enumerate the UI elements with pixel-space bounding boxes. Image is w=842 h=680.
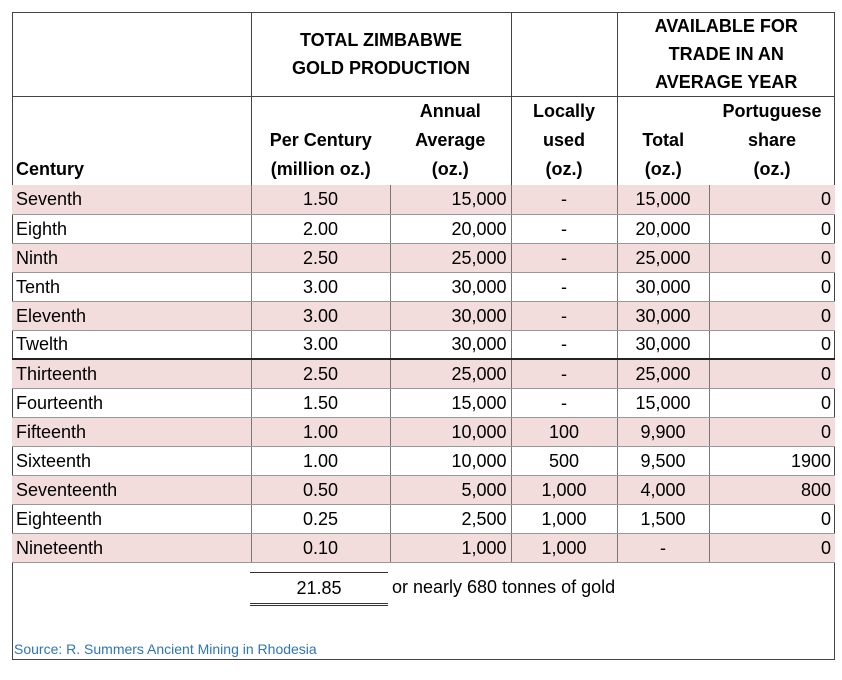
cell-century: Ninth	[12, 243, 251, 272]
cell-per-century: 2.00	[251, 214, 390, 243]
cell-annual-average: 2,500	[390, 504, 511, 533]
cell-locally-used: -	[511, 272, 617, 301]
column-header-per-century	[251, 97, 390, 186]
group-header-production: TOTAL ZIMBABWE GOLD PRODUCTION	[251, 12, 511, 97]
cell-per-century: 3.00	[251, 330, 390, 359]
cell-annual-average: 1,000	[390, 533, 511, 562]
header-line: Average	[415, 130, 486, 150]
cell-portuguese-share: 0	[709, 301, 835, 330]
cell-locally-used: -	[511, 243, 617, 272]
cell-portuguese-share: 0	[709, 272, 835, 301]
cell-total: 25,000	[617, 359, 709, 388]
cell-annual-average: 30,000	[390, 330, 511, 359]
cell-century: Fifteenth	[12, 417, 251, 446]
cell-per-century: 1.00	[251, 446, 390, 475]
table-row	[12, 475, 835, 504]
cell-century: Nineteenth	[12, 533, 251, 562]
cell-portuguese-share: 0	[709, 330, 835, 359]
cell-total: 30,000	[617, 272, 709, 301]
header-empty-cell	[12, 12, 251, 97]
cell-century: Eighth	[12, 214, 251, 243]
cell-locally-used: -	[511, 330, 617, 359]
cell-portuguese-share: 0	[709, 417, 835, 446]
header-line: (million oz.)	[270, 159, 371, 179]
cell-portuguese-share: 0	[709, 533, 835, 562]
group-header-row	[12, 12, 835, 97]
header-line: Locally	[532, 101, 596, 121]
header-line: (oz.)	[545, 159, 583, 179]
cell-annual-average: 10,000	[390, 417, 511, 446]
cell-locally-used: 1,000	[511, 504, 617, 533]
column-header-portuguese	[709, 97, 835, 186]
cell-annual-average: 30,000	[390, 272, 511, 301]
cell-locally-used: -	[511, 301, 617, 330]
header-line: Per Century	[269, 130, 372, 150]
table-row	[12, 301, 835, 330]
table-row	[12, 214, 835, 243]
cell-per-century: 0.50	[251, 475, 390, 504]
cell-total: 15,000	[617, 388, 709, 417]
header-line: (oz.)	[753, 159, 791, 179]
cell-locally-used: -	[511, 214, 617, 243]
header-line: Total	[642, 130, 685, 150]
cell-per-century: 3.00	[251, 272, 390, 301]
cell-annual-average: 25,000	[390, 243, 511, 272]
cell-century: Sixteenth	[12, 446, 251, 475]
cell-per-century: 0.10	[251, 533, 390, 562]
cell-century: Seventh	[12, 185, 251, 214]
cell-century: Fourteenth	[12, 388, 251, 417]
source-note: Source: R. Summers Ancient Mining in Rhodesia	[14, 641, 317, 657]
cell-total: 4,000	[617, 475, 709, 504]
total-note: or nearly 680 tonnes of gold	[392, 577, 616, 597]
column-header-row	[12, 97, 835, 186]
cell-portuguese-share: 0	[709, 214, 835, 243]
cell-per-century: 1.50	[251, 185, 390, 214]
header-line: used	[542, 130, 585, 150]
cell-total: 30,000	[617, 330, 709, 359]
cell-total: 30,000	[617, 301, 709, 330]
cell-per-century: 0.25	[251, 504, 390, 533]
column-header-locally-used	[511, 97, 617, 186]
cell-per-century: 1.50	[251, 388, 390, 417]
cell-century: Eleventh	[12, 301, 251, 330]
cell-portuguese-share: 0	[709, 504, 835, 533]
table-row	[12, 504, 835, 533]
table-row	[12, 417, 835, 446]
header-line: (oz.)	[644, 159, 682, 179]
cell-total: 25,000	[617, 243, 709, 272]
table-row	[12, 533, 835, 562]
cell-per-century: 2.50	[251, 359, 390, 388]
cell-locally-used: 1,000	[511, 533, 617, 562]
table-row	[12, 330, 835, 359]
cell-total: 15,000	[617, 185, 709, 214]
cell-per-century: 3.00	[251, 301, 390, 330]
header-line: share	[747, 130, 797, 150]
table-row	[12, 359, 835, 388]
column-header-annual	[390, 97, 511, 186]
cell-locally-used: -	[511, 359, 617, 388]
cell-locally-used: 500	[511, 446, 617, 475]
cell-annual-average: 30,000	[390, 301, 511, 330]
table-row	[12, 243, 835, 272]
cell-annual-average: 20,000	[390, 214, 511, 243]
header-empty-cell	[511, 12, 617, 97]
cell-total: 9,500	[617, 446, 709, 475]
cell-per-century: 2.50	[251, 243, 390, 272]
cell-annual-average: 5,000	[390, 475, 511, 504]
header-line: (oz.)	[431, 159, 469, 179]
cell-portuguese-share: 1900	[709, 446, 835, 475]
cell-annual-average: 25,000	[390, 359, 511, 388]
table-row	[12, 446, 835, 475]
header-line: Portuguese	[722, 101, 822, 121]
column-header-century: Century	[16, 159, 85, 179]
cell-per-century: 1.00	[251, 417, 390, 446]
table-row	[12, 388, 835, 417]
cell-century: Thirteenth	[12, 359, 251, 388]
cell-total: 9,900	[617, 417, 709, 446]
table-row	[12, 272, 835, 301]
cell-locally-used: 1,000	[511, 475, 617, 504]
cell-locally-used: -	[511, 185, 617, 214]
table-body	[12, 185, 835, 562]
cell-portuguese-share: 0	[709, 388, 835, 417]
cell-century: Eighteenth	[12, 504, 251, 533]
cell-portuguese-share: 800	[709, 475, 835, 504]
column-header-total	[617, 97, 709, 186]
header-line: Annual	[419, 101, 481, 121]
cell-annual-average: 15,000	[390, 388, 511, 417]
total-per-century: 21.85	[250, 572, 388, 606]
cell-locally-used: -	[511, 388, 617, 417]
cell-century: Twelth	[12, 330, 251, 359]
cell-portuguese-share: 0	[709, 359, 835, 388]
cell-portuguese-share: 0	[709, 185, 835, 214]
cell-locally-used: 100	[511, 417, 617, 446]
table-row	[12, 185, 835, 214]
group-header-trade: AVAILABLE FOR TRADE IN AN AVERAGE YEAR	[617, 12, 835, 97]
cell-century: Tenth	[12, 272, 251, 301]
cell-century: Seventeenth	[12, 475, 251, 504]
cell-total: -	[617, 533, 709, 562]
gold-production-table	[12, 12, 835, 563]
cell-total: 1,500	[617, 504, 709, 533]
cell-annual-average: 10,000	[390, 446, 511, 475]
cell-total: 20,000	[617, 214, 709, 243]
cell-annual-average: 15,000	[390, 185, 511, 214]
cell-portuguese-share: 0	[709, 243, 835, 272]
